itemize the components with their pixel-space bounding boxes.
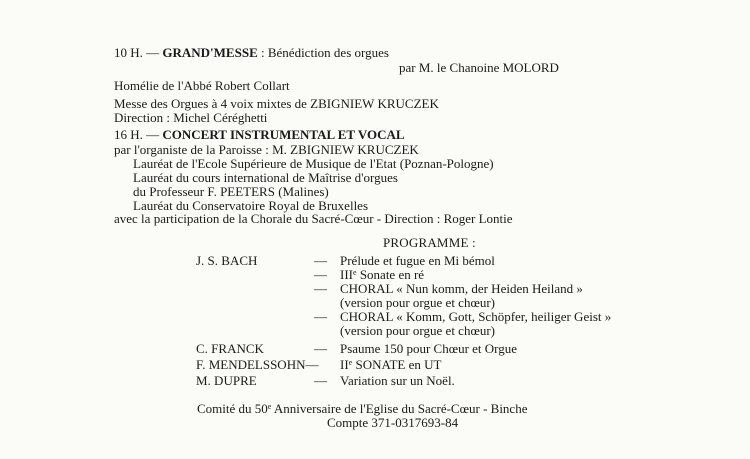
morning-homily: Homélie de l'Abbé Robert Collart: [114, 78, 290, 93]
bach-work-2: [340, 267, 424, 282]
afternoon-laureate-1: Lauréat de l'Ecole Supérieure de Musique de l'Etat (Poznan-Pologne): [133, 156, 494, 171]
franck-work-1: Psaume 150 pour Chœur et Orgue: [340, 341, 518, 356]
footer-committee-post: Anniversaire de l'Eglise du Sacré-Cœur - Binche: [271, 401, 528, 416]
composer-dupre: M. DUPRE: [196, 373, 257, 388]
afternoon-laureate-3: Lauréat du Conservatoire Royal de Bruxelles: [133, 198, 369, 213]
dupre-work-1: Variation sur un Noël.: [340, 373, 455, 388]
morning-line: [114, 45, 389, 60]
mendelssohn-sup: e: [348, 358, 353, 367]
composer-mendelssohn: F. MENDELSSOHN—: [196, 357, 319, 372]
dash: —: [314, 341, 327, 356]
dash: —: [314, 267, 327, 282]
bach-work-3-version: (version pour orgue et chœur): [340, 295, 495, 310]
programme-heading: PROGRAMME :: [383, 235, 476, 250]
footer-committee-sup: e: [267, 402, 272, 411]
bach-work-4-version: (version pour orgue et chœur): [340, 323, 495, 338]
morning-subtitle: : Bénédiction des orgues: [261, 45, 389, 60]
bach-work-4: CHORAL « Komm, Gott, Schöpfer, heiliger Geist »: [340, 309, 612, 324]
composer-bach: J. S. BACH: [196, 253, 258, 268]
morning-time: 10 H. —: [114, 45, 160, 60]
dash: —: [314, 253, 327, 268]
footer-committee-pre: Comité du 50: [197, 401, 268, 416]
dash: —: [314, 373, 327, 388]
afternoon-laureate-2b: du Professeur F. PEETERS (Malines): [133, 184, 329, 199]
bach-work-2-numeral: III: [340, 267, 353, 282]
morning-officiant: par M. le Chanoine MOLORD: [399, 60, 559, 75]
dash: —: [314, 309, 327, 324]
composer-franck: C. FRANCK: [196, 341, 264, 356]
bach-work-3: CHORAL « Nun komm, der Heiden Heiland »: [340, 281, 583, 296]
footer-account: Compte 371-0317693-84: [327, 415, 459, 430]
footer-committee: [197, 401, 527, 416]
afternoon-organist: par l'organiste de la Paroisse : M. ZBIGNIEW KRUCZEK: [114, 142, 419, 157]
dash: —: [314, 281, 327, 296]
afternoon-choir: avec la participation de la Chorale du Sacré-Cœur - Direction : Roger Lontie: [114, 211, 513, 226]
morning-direction: Direction : Michel Céréghetti: [114, 110, 268, 125]
bach-work-2-sup: e: [353, 268, 357, 277]
mendelssohn-rest: SONATE en UT: [352, 357, 442, 372]
afternoon-time: 16 H. —: [114, 127, 160, 142]
morning-title: GRAND'MESSE: [162, 45, 258, 60]
mendelssohn-work-1: [340, 357, 441, 372]
bach-work-2-rest: Sonate en ré: [356, 267, 425, 282]
afternoon-title: CONCERT INSTRUMENTAL ET VOCAL: [162, 127, 405, 142]
afternoon-laureate-2: Lauréat du cours international de Maîtrise d'orgues: [133, 170, 398, 185]
morning-mass: Messe des Orgues à 4 voix mixtes de ZBIGNIEW KRUCZEK: [114, 96, 439, 111]
mendelssohn-numeral: II: [340, 357, 349, 372]
afternoon-line: [114, 127, 405, 142]
bach-work-1: Prélude et fugue en Mi bémol: [340, 253, 495, 268]
